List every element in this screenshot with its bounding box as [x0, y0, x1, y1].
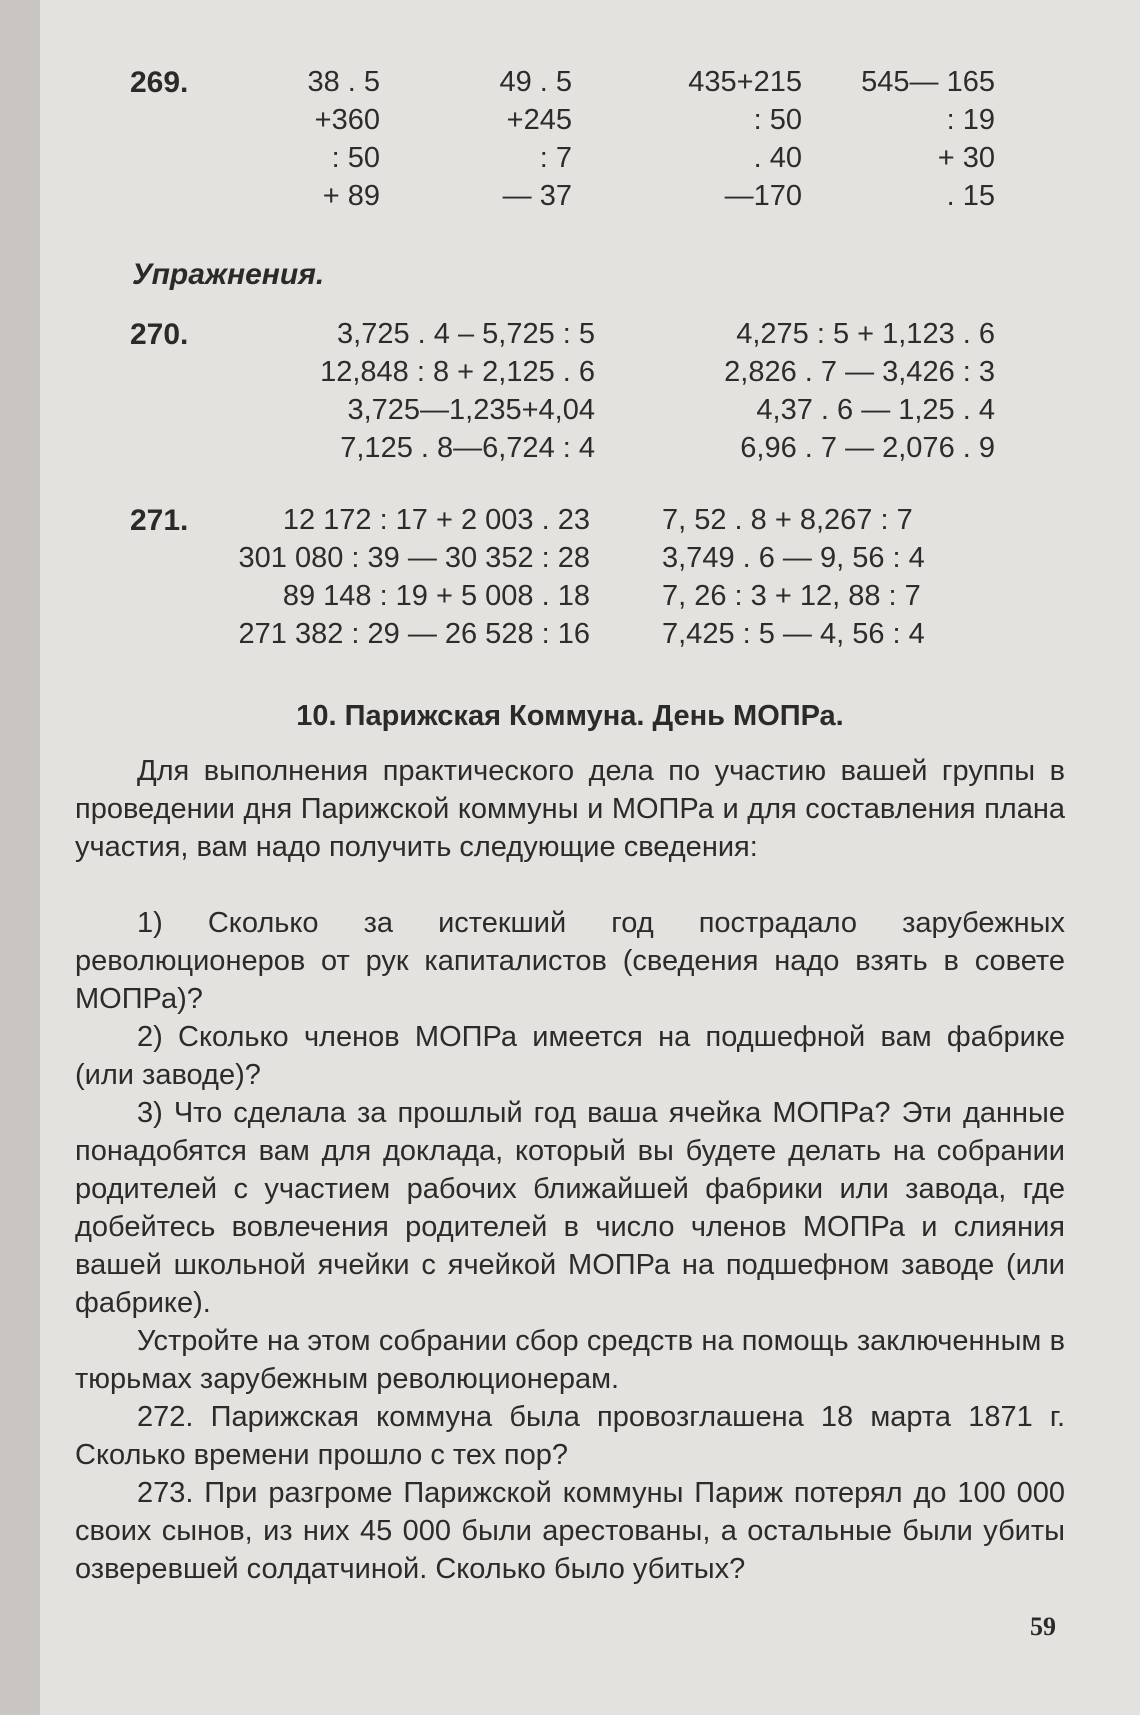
math-line: 3,725—1,235+4,04 — [347, 394, 595, 426]
math-line: 7, 52 . 8 + 8,267 : 7 — [662, 504, 913, 536]
math-line: 7,125 . 8—6,724 : 4 — [340, 432, 595, 464]
math-line: 38 . 5 — [307, 66, 380, 98]
math-line: : 50 — [331, 142, 380, 174]
page-number: 59 — [1030, 1612, 1056, 1641]
math-line: 301 080 : 39 — 30 352 : 28 — [238, 542, 590, 574]
math-line: : 7 — [539, 142, 572, 174]
math-line: 7,425 : 5 — 4, 56 : 4 — [662, 618, 925, 650]
problem-272: 272. Парижская коммуна была провозглашена 18 марта 1871 г. Сколько времени прошло с тех пор? — [75, 1401, 1065, 1471]
page-edge — [0, 0, 40, 1715]
exercise-269-number: 269. — [130, 66, 189, 99]
math-line: 4,37 . 6 — 1,25 . 4 — [756, 394, 995, 426]
math-line: 12 172 : 17 + 2 003 . 23 — [282, 504, 590, 536]
paragraph-collection: Устройте на этом собрании сбор средств на помощь заключенным в тюрьмах зарубежным революционерам. — [75, 1325, 1065, 1395]
math-line: 2,826 . 7 — 3,426 : 3 — [724, 356, 995, 388]
math-line: 12,848 : 8 + 2,125 . 6 — [320, 356, 595, 388]
math-line: +245 — [506, 104, 572, 136]
math-line: 4,275 : 5 + 1,123 . 6 — [736, 318, 995, 350]
math-line: : 19 — [946, 104, 995, 136]
math-line: 89 148 : 19 + 5 008 . 18 — [282, 580, 590, 612]
paragraph-question-2: 2) Сколько членов МОПРа имеется на подшефной вам фабрике (или заводе)? — [75, 1021, 1065, 1091]
paragraph-question-3: 3) Что сделала за прошлый год ваша ячейка МОПРа? Эти данные понадобятся вам для доклада, который вы будете делать на собрании родителей с участием рабочих ближайшей фабрики или завода, где добейтесь вовлечения родителей в число членов МОПРа и слияния вашей школьной ячейки с ячейкой МОПРа на подшефном заводе (или фабрике). — [75, 1097, 1065, 1319]
math-line: 3,749 . 6 — 9, 56 : 4 — [662, 542, 925, 574]
math-line: 49 . 5 — [499, 66, 572, 98]
math-line: + 30 — [937, 142, 995, 174]
exercises-heading: Упражнения. — [132, 258, 325, 291]
exercise-271-number: 271. — [130, 504, 189, 537]
math-line: + 89 — [322, 180, 380, 212]
math-line: : 50 — [753, 104, 802, 136]
exercise-270-number: 270. — [130, 318, 189, 351]
paragraph-intro: Для выполнения практического дела по участию вашей группы в проведении дня Парижской коммуны и МОПРа и для составления плана участия, вам надо получить следующие сведения: — [75, 755, 1065, 863]
math-line: 271 382 : 29 — 26 528 : 16 — [238, 618, 590, 650]
paragraph-question-1: 1) Сколько за истекший год пострадало зарубежных революционеров от рук капиталистов (сведения надо взять в совете МОПРа)? — [75, 907, 1065, 1015]
math-line: 7, 26 : 3 + 12, 88 : 7 — [662, 580, 921, 612]
problem-273: 273. При разгроме Парижской коммуны Париж потерял до 100 000 своих сынов, из них 45 000 были арестованы, а остальные были убиты озверевшей солдатчиной. Сколько было убитых? — [75, 1477, 1065, 1585]
math-line: 6,96 . 7 — 2,076 . 9 — [740, 432, 995, 464]
section-title: 10. Парижская Коммуна. День МОПРа. — [296, 700, 844, 732]
math-line: — 37 — [502, 180, 572, 212]
math-line: 545— 165 — [861, 66, 995, 98]
math-line: —170 — [724, 180, 802, 212]
math-line: . 15 — [946, 180, 995, 212]
math-line: 435+215 — [688, 66, 802, 98]
math-line: . 40 — [753, 142, 802, 174]
math-line: +360 — [314, 104, 380, 136]
math-line: 3,725 . 4 – 5,725 : 5 — [337, 318, 595, 350]
